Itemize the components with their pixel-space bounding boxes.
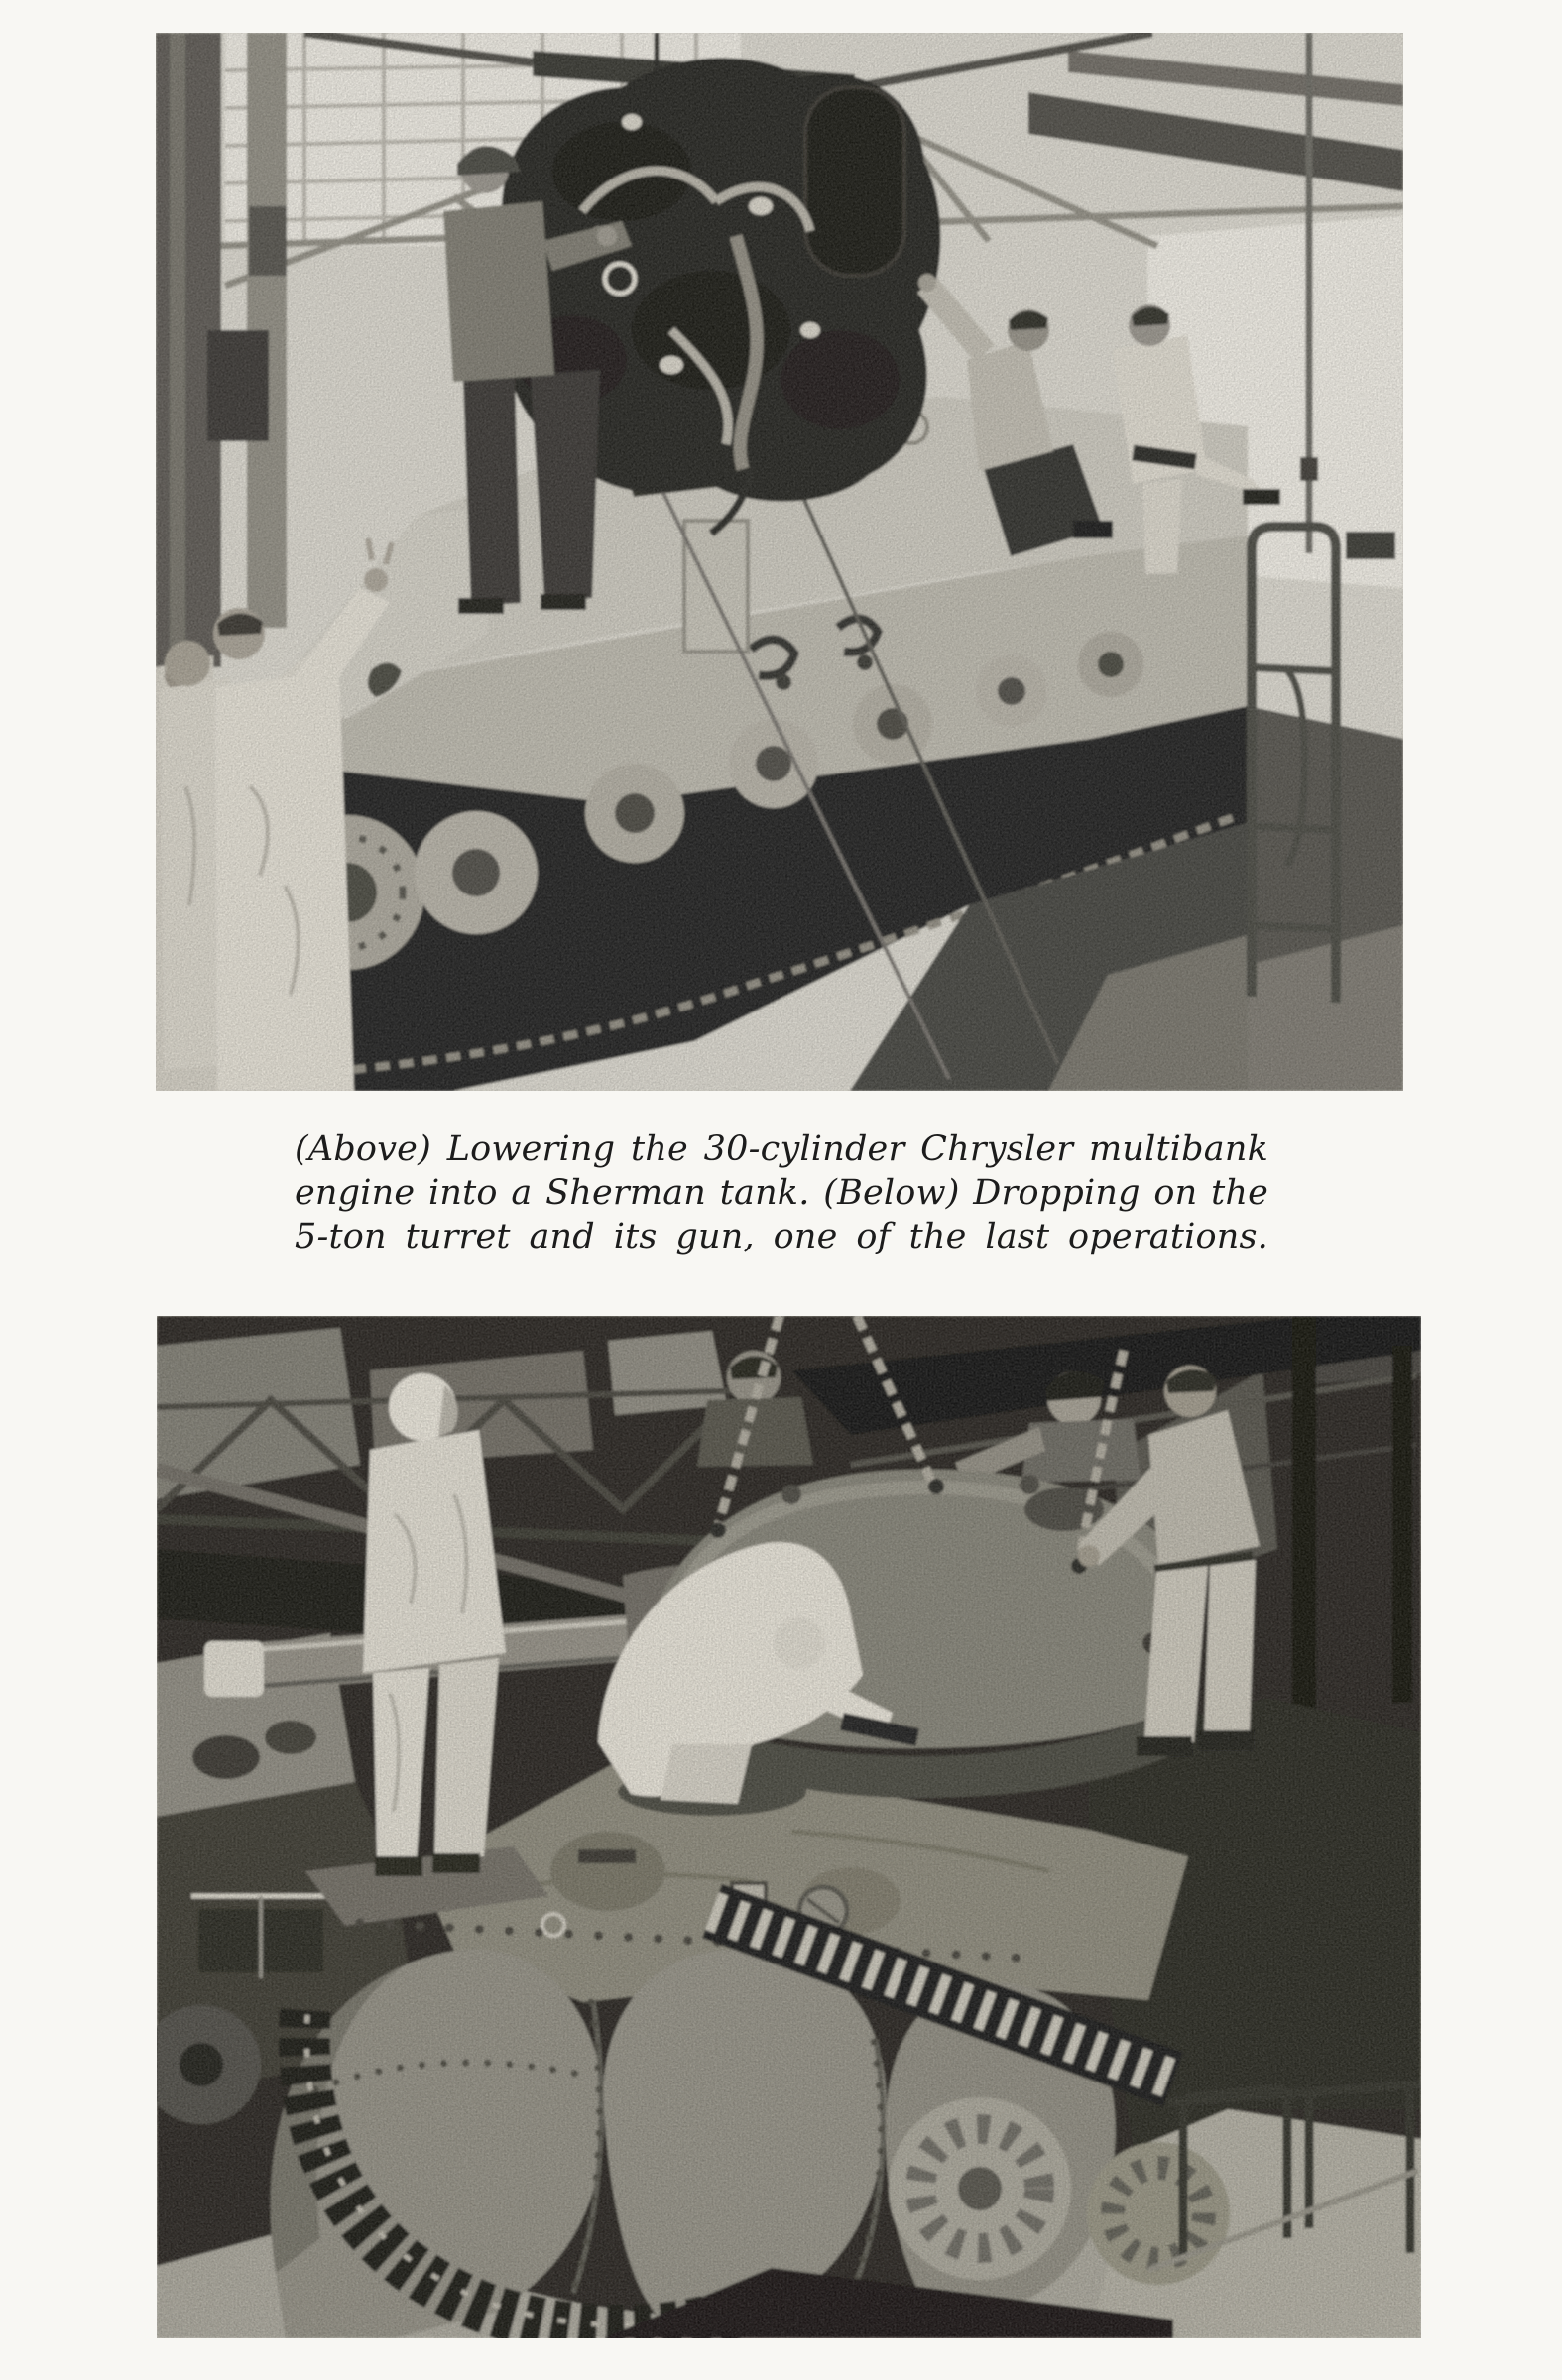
photo-engine-lowering — [156, 33, 1403, 1091]
photo-bottom-scene — [157, 1316, 1421, 2338]
caption — [295, 1128, 1268, 1258]
caption-line-1: (Above) Lowering the 30-cylinder Chrysler multibank — [295, 1130, 1268, 1169]
film-grain-light — [157, 1316, 1421, 2338]
photo-top-scene — [156, 33, 1403, 1091]
photo-turret-dropping — [157, 1316, 1421, 2338]
film-grain-light — [156, 33, 1403, 1091]
caption-line-2: engine into a Sherman tank. (Below) Dropping on the — [295, 1173, 1268, 1213]
caption-line-3: 5-ton turret and its gun, one of the last operations. — [295, 1217, 1268, 1256]
